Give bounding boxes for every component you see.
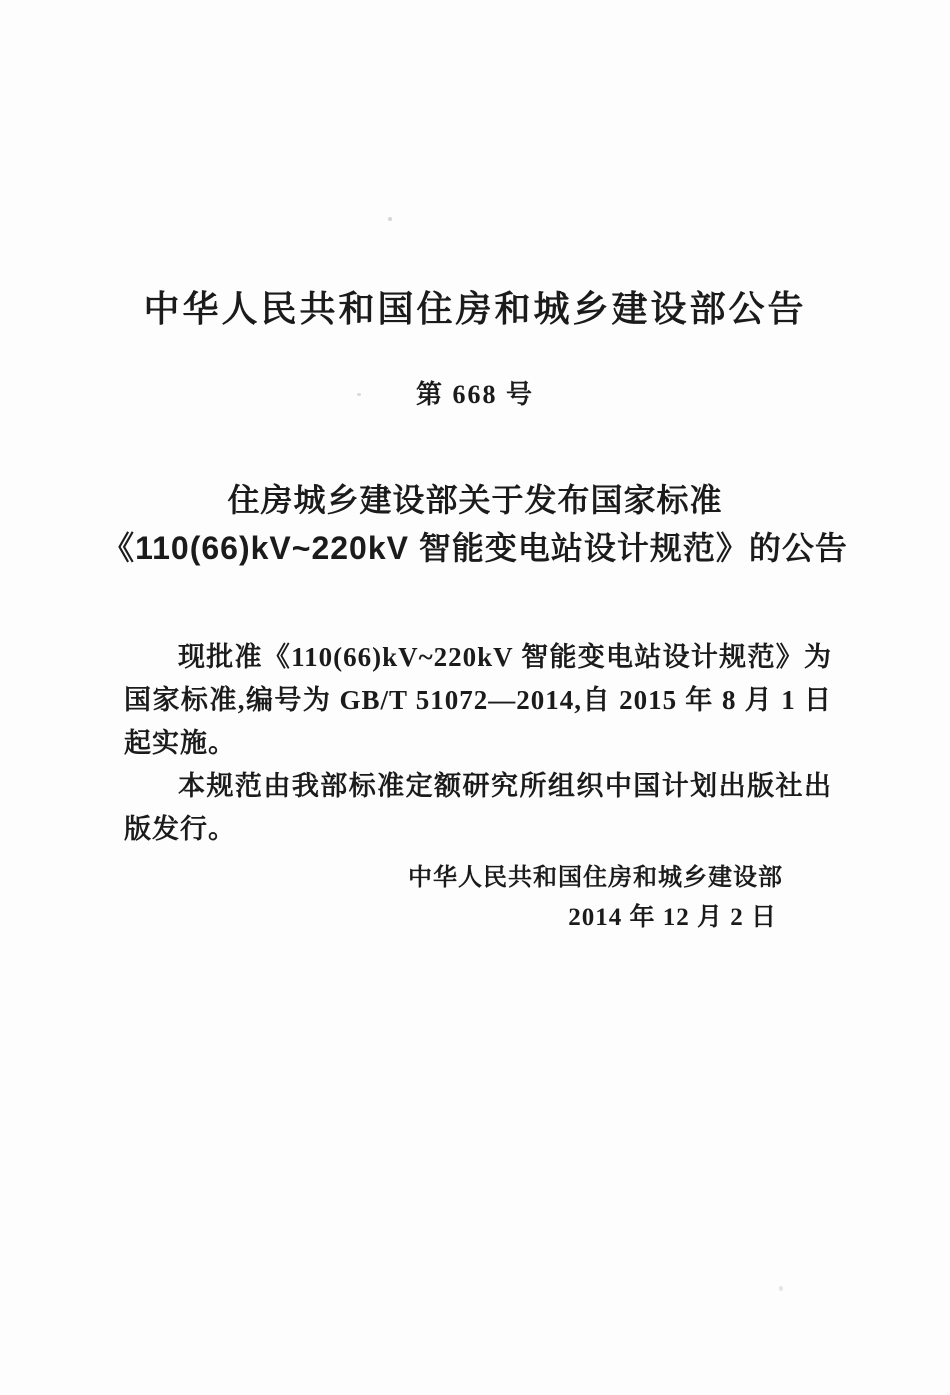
subtitle-line-2: 《110(66)kV~220kV 智能变电站设计规范》的公告 bbox=[102, 530, 848, 566]
announcement-subtitle bbox=[0, 476, 950, 572]
body-paragraph-2: 本规范由我部标准定额研究所组织中国计划出版社出版发行。 bbox=[124, 771, 832, 844]
scan-speck bbox=[779, 1286, 783, 1291]
body-paragraph-1: 现批准《110(66)kV~220kV 智能变电站设计规范》为国家标准,编号为 GB/T 51072—2014,自 2015 年 8 月 1 日起实施。 bbox=[124, 642, 832, 758]
announcement-body bbox=[124, 636, 832, 851]
issuing-authority: 中华人民共和国住房和城乡建设部 bbox=[408, 864, 783, 891]
scan-speck bbox=[388, 217, 392, 221]
doc-number: 第 668 号 bbox=[415, 380, 534, 409]
issue-date: 2014 年 12 月 2 日 bbox=[568, 904, 777, 931]
page-title: 中华人民共和国住房和城乡建设部公告 bbox=[143, 288, 807, 329]
signature-block bbox=[408, 858, 783, 938]
subtitle-line-1: 住房城乡建设部关于发布国家标准 bbox=[227, 482, 723, 518]
scan-speck bbox=[357, 393, 361, 396]
